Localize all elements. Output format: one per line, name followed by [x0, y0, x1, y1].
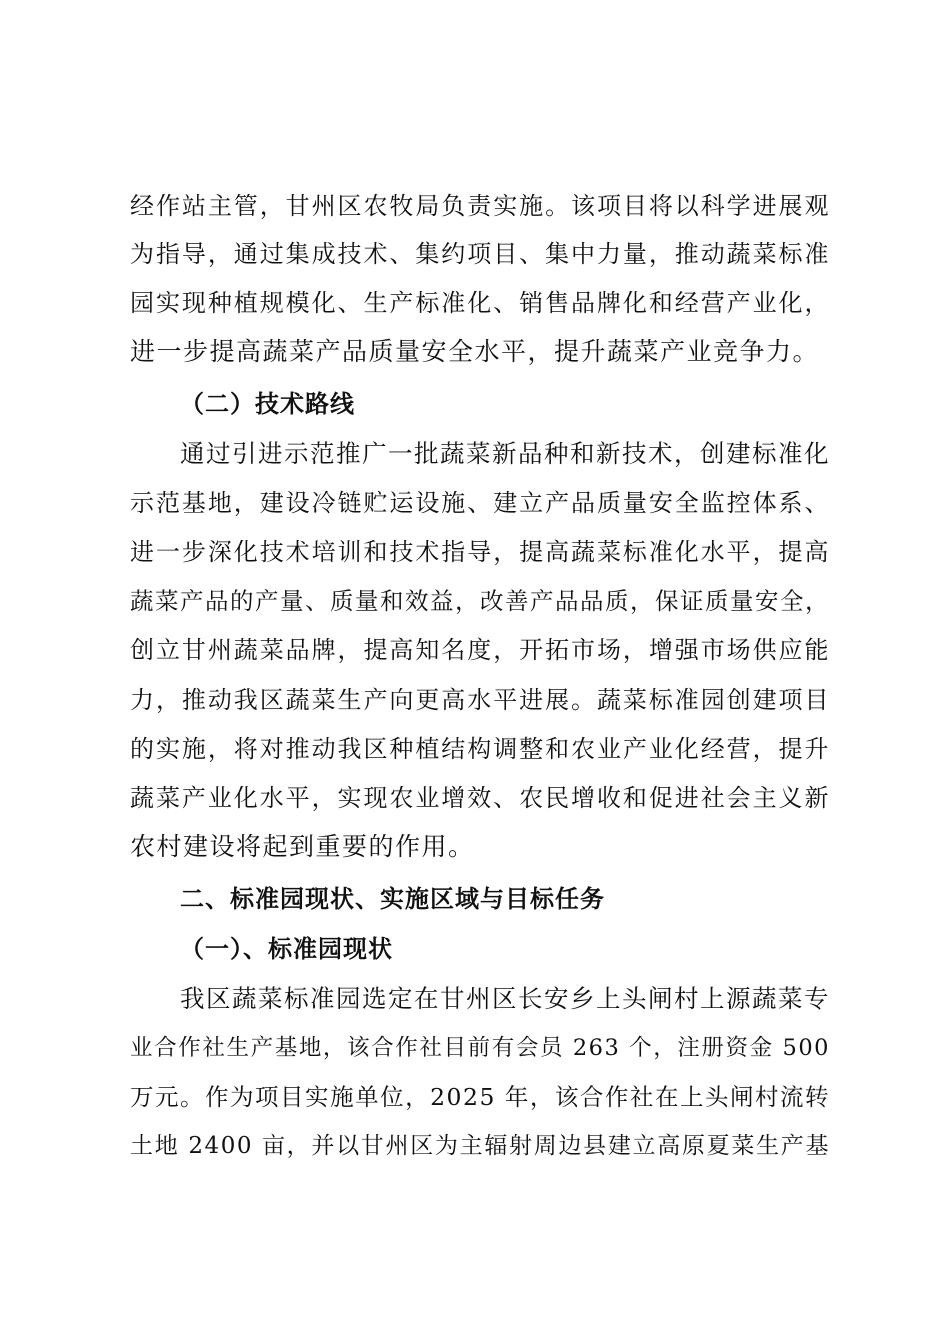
paragraph-2-line-7: 的实施，将对推动我区种植结构调整和农业产业化经营，提升	[130, 735, 830, 763]
paragraph-2-line-5: 创立甘州蔬菜品牌，提高知名度，开拓市场，增强市场供应能	[130, 636, 830, 664]
paragraph-3-line-2: 业合作社生产基地，该合作社目前有会员 263 个，注册资金 500	[130, 1035, 830, 1061]
paragraph-2-line-8: 蔬菜产业化水平，实现农业增效、农民增收和促进社会主义新	[130, 784, 830, 812]
heading-section-2: 二、标准园现状、实施区域与目标任务	[180, 885, 605, 913]
paragraph-2-line-2: 示范基地，建设冷链贮运设施、建立产品质量安全监控体系、	[130, 489, 830, 517]
paragraph-2-line-3: 进一步深化技术培训和技术指导，提高蔬菜标准化水平，提高	[130, 538, 830, 566]
paragraph-2-line-6: 力，推动我区蔬菜生产向更高水平进展。蔬菜标准园创建项目	[130, 686, 830, 714]
paragraph-1-line-4: 进一步提高蔬菜产品质量安全水平，提升蔬菜产业竞争力。	[130, 337, 820, 366]
paragraph-1-line-2: 为指导，通过集成技术、集约项目、集中力量，推动蔬菜标准	[130, 240, 830, 268]
paragraph-3-line-1: 我区蔬菜标准园选定在甘州区长安乡上头闸村上源蔬菜专	[180, 984, 830, 1013]
paragraph-2-line-1: 通过引进示范推广一批蔬菜新品种和新技术，创建标准化	[180, 439, 830, 468]
paragraph-3-line-3: 万元。作为项目实施单位，2025 年，该合作社在上头闸村流转	[130, 1083, 830, 1111]
heading-current-status: （一）、标准园现状	[180, 935, 393, 963]
paragraph-1-line-1: 经作站主管，甘州区农牧局负责实施。该项目将以科学进展观	[130, 192, 830, 220]
paragraph-3-line-4: 土地 2400 亩，并以甘州区为主辐射周边县建立高原夏菜生产基	[130, 1133, 830, 1159]
paragraph-1-line-3: 园实现种植规模化、生产标准化、销售品牌化和经营产业化，	[130, 289, 830, 317]
paragraph-2-line-9: 农村建设将起到重要的作用。	[130, 832, 475, 861]
heading-tech-route: （二）技术路线	[180, 390, 355, 418]
paragraph-2-line-4: 蔬菜产品的产量、质量和效益，改善产品品质，保证质量安全，	[130, 587, 830, 615]
